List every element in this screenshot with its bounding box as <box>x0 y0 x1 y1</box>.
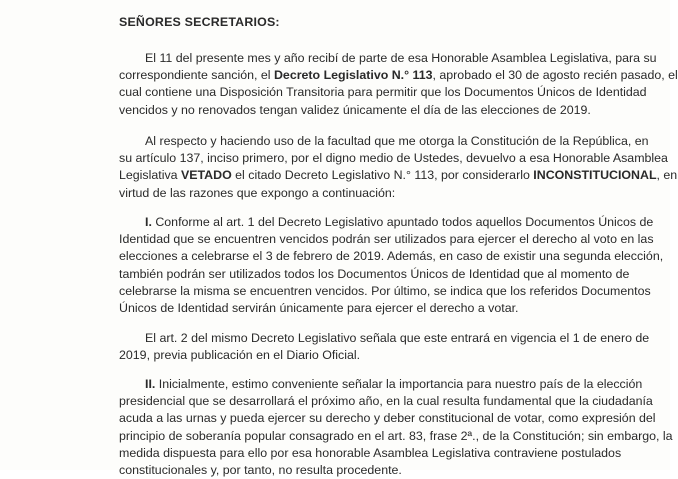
vetado-label: VETADO <box>181 168 232 183</box>
text-line: vencidos y no renovados tengan validez únicamente el día de las elecciones de 2019. <box>119 102 591 117</box>
paragraph-article-2 <box>119 330 650 364</box>
paragraph-intro <box>119 50 678 119</box>
text-run: , en <box>656 168 678 183</box>
paragraph-section-1 <box>119 214 664 317</box>
text-line <box>119 376 643 393</box>
inconstitucional-label: INCONSTITUCIONAL <box>533 168 657 183</box>
text-line: también podrán ser utilizados todos los Documentos Únicos de Identidad que al momento de <box>119 266 630 281</box>
text-line: acuda a las urnas y pueda ejercer su derecho y deber constitucional de votar, como expresión del <box>119 411 656 426</box>
text-line: Únicos de Identidad servirán únicamente para ejercer el derecho a votar. <box>119 301 519 316</box>
scan-artifact <box>410 0 640 6</box>
text-line: principio de soberanía popular consagrado en el art. 83, frase 2ª., de la Constitución; sin embargo, la <box>119 428 673 443</box>
section-number: I. <box>145 215 152 229</box>
text-line: El 11 del presente mes y año recibí de parte de esa Honorable Asamblea Legislativa, para su <box>145 51 657 65</box>
text-line: Identidad que se encuentren vencidos podrán ser utilizados para ejercer el derecho al voto en las <box>119 232 654 247</box>
paragraph-veto <box>119 133 678 202</box>
text-line: elecciones a celebrarse el 3 de febrero de 2019. Además, en caso de existir una segunda elección, <box>119 249 664 264</box>
text-run: Conforme al art. 1 del Decreto Legislativo apuntado todos aquellos Documentos Únicos de <box>151 215 654 229</box>
text-line: Al respecto y haciendo uso de la facultad que me otorga la Constitución de la República, en <box>145 134 649 148</box>
text-run: correspondiente sanción, el <box>119 68 274 83</box>
text-line <box>119 167 678 184</box>
text-line: 2019, previa publicación en el Diario Oficial. <box>119 348 361 363</box>
text-line: cual contiene una Disposición Transitoria para permitir que los Documentos Únicos de Identidad <box>119 85 647 100</box>
section-number: II. <box>145 377 156 391</box>
text-run: Inicialmente, estimo conveniente señalar la importancia para nuestro país de la elección <box>155 377 643 391</box>
text-line: presidencial que se desarrollará el próximo año, en la cual resulta fundamental que la ciudadanía <box>119 394 653 409</box>
text-run: Legislativa <box>119 168 181 183</box>
text-run: , aprobado el 30 de agosto recién pasado, el <box>432 68 678 83</box>
text-line <box>119 214 654 231</box>
salutation: SEÑORES SECRETARIOS: <box>119 15 280 29</box>
text-line <box>119 67 678 84</box>
paragraph-section-2 <box>119 376 673 479</box>
text-line: constitucionales y, por tanto, no resulta procedente. <box>119 463 402 478</box>
text-line: medida dispuesta para ello por esa honorable Asamblea Legislativa contraviene postulados <box>119 445 622 460</box>
text-line: virtud de las razones que expongo a continuación: <box>119 185 396 200</box>
text-line: su artículo 137, inciso primero, por el digno medio de Ustedes, devuelvo a esa Honorable Asamblea <box>119 151 668 166</box>
text-line: El art. 2 del mismo Decreto Legislativo señala que este entrará en vigencia el 1 de enero de <box>145 331 650 345</box>
decree-reference: Decreto Legislativo N.° 113 <box>273 68 433 83</box>
text-run: el citado Decreto Legislativo N.° 113, por considerarlo <box>231 168 534 183</box>
text-line: celebrarse la misma se encuentren vencidos. Por último, se indica que los referidos Documentos <box>119 283 651 298</box>
